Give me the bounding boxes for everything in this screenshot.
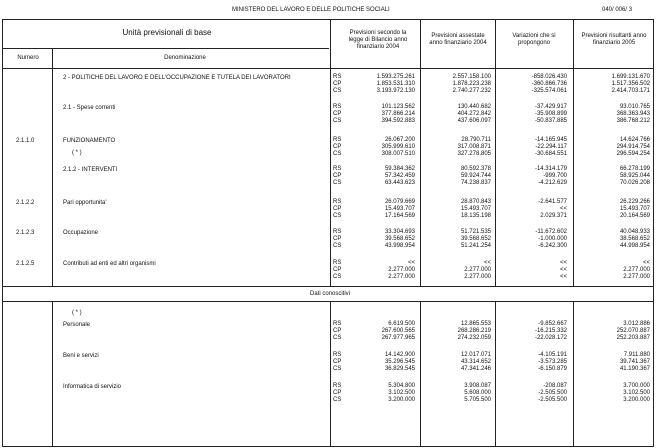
dati-row-v3: -16.215.332 xyxy=(534,328,567,334)
row-v4: 296.594.254 xyxy=(616,151,650,157)
dati-row-v3: -3.573.285 xyxy=(538,359,567,365)
row-v1: 57.342.459 xyxy=(384,173,415,179)
row-v3: -2.641.577 xyxy=(538,199,567,205)
dati-row-v2: 268.286.219 xyxy=(457,328,491,334)
row-sublabel: ( * ) xyxy=(72,150,82,156)
row-v1: 15.493.707 xyxy=(384,206,415,212)
row-v3: -858.026.430 xyxy=(531,74,567,80)
row-v3: -30.684.551 xyxy=(534,151,567,157)
dati-row-v3: -2.505.500 xyxy=(538,397,567,403)
dati-row-v1: 3.200.000 xyxy=(388,397,415,403)
row-v1: 33.304.693 xyxy=(384,229,415,235)
dati-row-code: CS xyxy=(333,397,342,403)
row-v3: << xyxy=(559,274,567,280)
row-v1: 59.384.362 xyxy=(384,166,415,172)
row-v2: 2.277.000 xyxy=(464,274,491,280)
dati-row-v3: -208.087 xyxy=(543,383,567,389)
row-v1: 1.853.531.310 xyxy=(376,81,415,87)
dati-row-v4: 3.102.500 xyxy=(623,390,650,396)
dati-conoscitivi-label: Dati conoscitivi xyxy=(309,291,350,297)
row-v2: 2.740.277.232 xyxy=(452,88,491,94)
row-v3: -4.212.629 xyxy=(538,180,567,186)
row-number: 2.1.1.0 xyxy=(16,138,35,144)
row-v3: -11.672.602 xyxy=(535,229,567,235)
row-v4: 14.624.766 xyxy=(619,137,650,143)
row-label: FUNZIONAMENTO xyxy=(63,138,116,144)
row-v4: 38.568.652 xyxy=(619,236,650,242)
row-v3: -14.165.945 xyxy=(534,137,567,143)
row-v3: << xyxy=(559,206,567,212)
row-v1: 3.193.972.130 xyxy=(376,88,415,94)
row-v2: 437.606.097 xyxy=(457,118,491,124)
row-v2: 28.870.843 xyxy=(460,199,491,205)
row-v2: 59.924.744 xyxy=(460,173,491,179)
header-denominazione: Denominazione xyxy=(164,55,206,61)
row-v3: -50.837.885 xyxy=(534,118,567,124)
row-label: 2.1 - Spese correnti xyxy=(63,105,116,111)
dati-row-v1: 35.296.545 xyxy=(384,359,415,365)
row-code: CP xyxy=(333,81,342,87)
dati-row-label: Beni e servizi xyxy=(63,353,99,359)
dati-row-v3: -6.150.879 xyxy=(538,366,567,372)
row-code: CP xyxy=(333,236,342,242)
row-v1: 43.998.954 xyxy=(384,243,415,249)
row-v1: 26.067.200 xyxy=(384,137,415,143)
dati-row-v1: 36.829.545 xyxy=(384,366,415,372)
row-v1: 2.277.000 xyxy=(388,267,415,273)
row-v1: 26.079.669 xyxy=(384,199,415,205)
dati-row-code: RS xyxy=(333,383,342,389)
row-v3: -360.866.736 xyxy=(531,81,567,87)
dati-row-v4: 252.203.887 xyxy=(616,335,650,341)
row-v4: 294.914.754 xyxy=(616,144,650,150)
dati-row-code: RS xyxy=(333,352,342,358)
row-v2: 74.238.837 xyxy=(460,180,491,186)
row-v2: 51.241.254 xyxy=(460,243,491,249)
row-code: RS xyxy=(333,104,342,110)
row-v2: 28.790.711 xyxy=(461,137,491,143)
row-v2: 2.557.158.100 xyxy=(452,74,491,80)
header-unita: Unità previsionali di base xyxy=(122,28,212,37)
row-v3: -14.314.179 xyxy=(534,166,567,172)
row-v3: -22.294.117 xyxy=(535,144,567,150)
row-v4: 368.363.943 xyxy=(616,111,650,117)
row-v1: 63.443.623 xyxy=(384,180,415,186)
dati-row-v3: -2.505.500 xyxy=(538,390,567,396)
dati-row-v2: 274.232.059 xyxy=(457,335,491,341)
dati-row-v4: 3.700.000 xyxy=(623,383,650,389)
row-v2: 80.592.378 xyxy=(460,166,491,172)
row-code: CP xyxy=(333,173,342,179)
row-v2: 51.721.535 xyxy=(460,229,491,235)
header-numero: Numero xyxy=(17,55,39,61)
dati-row-v4: 39.741.367 xyxy=(619,359,650,365)
row-v4: 2.277.000 xyxy=(623,274,650,280)
row-v3: -999.700 xyxy=(543,173,567,179)
row-v4: 386.768.212 xyxy=(616,118,650,124)
row-v1: 17.164.569 xyxy=(384,213,415,219)
row-label: Pari opportunita' xyxy=(63,200,107,206)
row-v1: 305.999.610 xyxy=(381,144,415,150)
dati-row-v4: 252.070.887 xyxy=(616,328,650,334)
row-v4: 1.699.131.670 xyxy=(611,74,650,80)
row-v4: 20.164.569 xyxy=(619,213,650,219)
dati-row-code: CP xyxy=(333,359,342,365)
header-col3: Variazioni che si propongono xyxy=(512,33,556,46)
dati-row-code: CS xyxy=(333,366,342,372)
dati-row-label: Personale xyxy=(63,322,91,328)
header-col4: Previsioni risultanti anno finanziario 2005 xyxy=(581,33,647,46)
row-number: 2.1.2.5 xyxy=(16,261,35,267)
row-code: RS xyxy=(333,260,342,266)
row-code: CS xyxy=(333,274,342,280)
row-v2: 327.278.805 xyxy=(457,151,491,157)
row-v4: 26.229.266 xyxy=(619,199,650,205)
row-code: CS xyxy=(333,88,342,94)
row-v4: << xyxy=(642,260,650,266)
row-v3: -1.000.000 xyxy=(538,236,567,242)
row-label: Contributi ad enti ed altri organismi xyxy=(63,261,156,267)
row-v3: 2.029.371 xyxy=(540,213,567,219)
dati-row-v2: 43.314.652 xyxy=(460,359,491,365)
row-v2: 1.878.223.238 xyxy=(452,81,491,87)
dati-row-v4: 41.190.367 xyxy=(619,366,650,372)
row-code: CS xyxy=(333,180,342,186)
row-v3: -6.242.300 xyxy=(538,243,567,249)
row-code: RS xyxy=(333,166,342,172)
row-v1: 394.592.883 xyxy=(381,118,415,124)
row-v4: 66.278.199 xyxy=(619,166,650,172)
row-v4: 1.517.356.502 xyxy=(611,81,650,87)
row-code: CS xyxy=(333,151,342,157)
dati-row-v1: 6.619.500 xyxy=(388,321,415,327)
dati-row-v2: 12.017.071 xyxy=(460,352,491,358)
row-v3: << xyxy=(559,267,567,273)
dati-row-v1: 3.102.500 xyxy=(388,390,415,396)
row-v4: 58.925.044 xyxy=(619,173,650,179)
dati-row-code: RS xyxy=(333,321,342,327)
header-col1: Previsioni secondo la legge di Bilancio anno finanziario 2004 xyxy=(348,30,408,50)
row-v4: 2.277.000 xyxy=(623,267,650,273)
row-v2: 130.440.682 xyxy=(457,104,491,110)
row-v1: << xyxy=(407,260,415,266)
row-v1: 39.568.652 xyxy=(384,236,415,242)
dati-row-v3: -9.852.667 xyxy=(538,321,567,327)
row-code: CS xyxy=(333,213,342,219)
dati-row-v2: 3.908.087 xyxy=(464,383,491,389)
row-v2: 317.008.871 xyxy=(457,144,491,150)
row-v1: 2.277.000 xyxy=(388,274,415,280)
dati-row-v2: 47.341.246 xyxy=(460,366,491,372)
row-v4: 40.048.933 xyxy=(619,229,650,235)
row-v2: << xyxy=(483,260,491,266)
dati-row-v2: 12.865.553 xyxy=(460,321,491,327)
dati-row-v1: 5.304.800 xyxy=(388,383,415,389)
row-code: CP xyxy=(333,144,342,150)
row-code: RS xyxy=(333,229,342,235)
row-label: 2 - POLITICHE DEL LAVORO E DELL'OCCUPAZIONE E TUTELA DEI LAVORATORI xyxy=(63,75,291,81)
row-v3: -37.429.917 xyxy=(534,104,567,110)
row-v2: 404.272.842 xyxy=(457,111,491,117)
row-v2: 15.493.707 xyxy=(460,206,491,212)
dati-row-code: CS xyxy=(333,335,342,341)
dati-row-v2: 5.705.500 xyxy=(464,397,491,403)
row-code: RS xyxy=(333,137,342,143)
row-v1: 377.866.214 xyxy=(381,111,415,117)
row-code: RS xyxy=(333,74,342,80)
row-code: CP xyxy=(333,206,342,212)
row-v4: 93.010.765 xyxy=(619,104,650,110)
row-v2: 39.568.652 xyxy=(460,236,491,242)
row-v3: -325.574.061 xyxy=(531,88,567,94)
dati-row-v1: 14.142.900 xyxy=(384,352,415,358)
row-code: RS xyxy=(333,199,342,205)
row-number: 2.1.2.2 xyxy=(16,200,35,206)
dati-row-v2: 5.608.000 xyxy=(464,390,491,396)
row-v3: << xyxy=(559,260,567,266)
row-code: CS xyxy=(333,243,342,249)
row-code: CP xyxy=(333,111,342,117)
dati-row-v4: 7.911.880 xyxy=(623,352,650,358)
row-v1: 308.007.510 xyxy=(381,151,415,157)
header-col2: Previsioni assestate anno finanziario 2004 xyxy=(429,33,487,46)
row-v2: 18.135.198 xyxy=(460,213,491,219)
dati-row-code: CP xyxy=(333,328,342,334)
dati-row-v4: 3.012.886 xyxy=(623,321,650,327)
dati-row-v3: -4.105.191 xyxy=(538,352,567,358)
dati-row-v3: -22.028.172 xyxy=(534,335,567,341)
dati-row-v4: 3.200.000 xyxy=(623,397,650,403)
row-v4: 70.026.208 xyxy=(619,180,650,186)
row-code: CP xyxy=(333,267,342,273)
row-v2: 2.277.000 xyxy=(464,267,491,273)
row-label: Occupazione xyxy=(63,230,99,236)
page-reference: 040/ 006/ 3 xyxy=(602,7,633,13)
row-v1: 1.593.275.261 xyxy=(376,74,415,80)
row-v3: -35.908.899 xyxy=(534,111,567,117)
row-v1: 101.123.562 xyxy=(381,104,415,110)
row-label: 2.1.2 - INTERVENTI xyxy=(63,167,118,173)
row-number: 2.1.2.3 xyxy=(16,230,35,236)
dati-marker: ( * ) xyxy=(72,310,82,316)
dati-row-v1: 267.977.965 xyxy=(381,335,415,341)
row-code: CS xyxy=(333,118,342,124)
row-v4: 2.414.703.171 xyxy=(611,88,650,94)
dati-row-code: CP xyxy=(333,390,342,396)
ministry-title: MINISTERO DEL LAVORO E DELLE POLITICHE SOCIALI xyxy=(232,7,390,13)
dati-row-label: Informatica di servizio xyxy=(63,384,122,390)
row-v4: 44.998.954 xyxy=(619,243,650,249)
dati-row-v1: 267.600.565 xyxy=(381,328,415,334)
row-v4: 15.493.707 xyxy=(619,206,650,212)
